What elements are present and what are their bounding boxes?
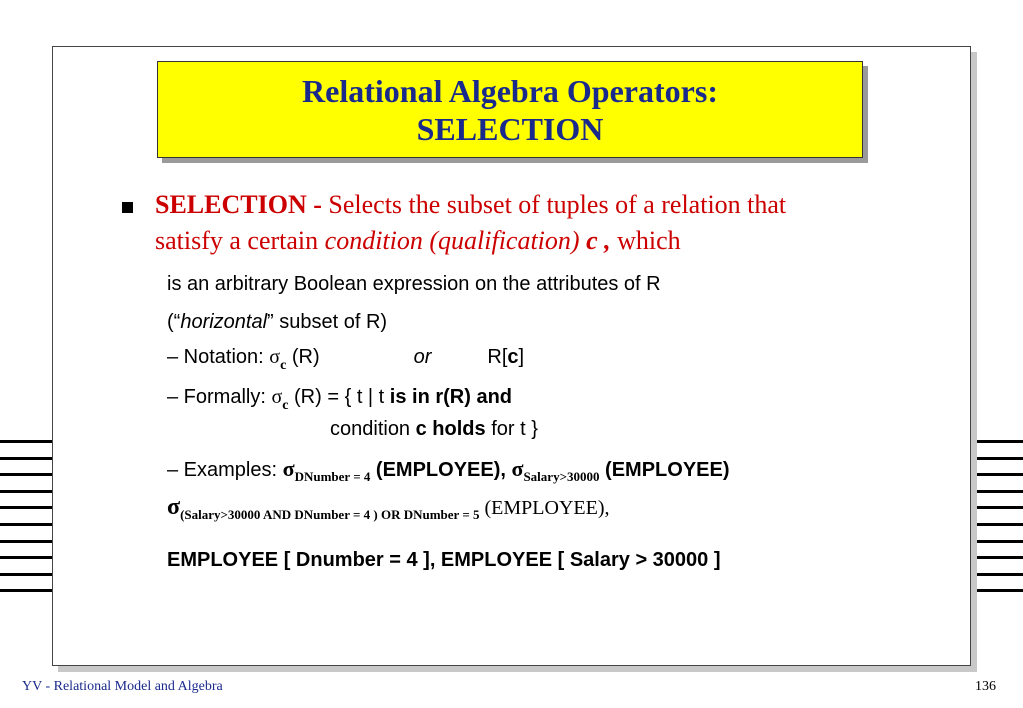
sigma-subscript: Salary>30000 — [523, 469, 600, 484]
examples-line-2: $\sigma_{(Salary>30000 AND DNumber = 4 ) OR DNumber = 5}$ (EMPLOYEE), — [167, 494, 610, 522]
sigma-subscript: DNumber = 4 — [294, 469, 371, 484]
right-stripe-decoration — [972, 440, 1023, 606]
selection-which: which — [610, 226, 681, 255]
selection-definition-line-2 — [155, 226, 681, 256]
sigma-symbol: σ — [282, 456, 295, 481]
sigma-subscript: (Salary>30000 AND DNumber = 4 ) OR DNumber = 5 — [180, 507, 480, 522]
sigma-symbol: σ — [269, 346, 281, 368]
horizontal-word: horizontal — [180, 311, 268, 333]
horizontal-subset-line: (“horizontal” subset of R) — [167, 311, 388, 333]
notation-arg: (R) — [286, 346, 320, 368]
sigma-symbol: σ — [511, 456, 524, 481]
title-line-1: Relational Algebra Operators: — [302, 72, 718, 109]
examples-label: – Examples: — [167, 459, 283, 481]
notation-label: – Notation: — [167, 346, 270, 368]
bracket-notation-examples: EMPLOYEE [ Dnumber = 4 ], EMPLOYEE [ Salary > 30000 ] — [167, 549, 721, 571]
sigma-symbol: σ — [271, 386, 283, 408]
formally-line-1: – Formally: $\sigma_c$ (R) = { t | t is in r(R) and — [167, 386, 513, 413]
selection-term: SELECTION - — [155, 190, 322, 219]
footer-title: YV - Relational Model and Algebra — [22, 679, 223, 694]
notation-r-close: ] — [518, 346, 525, 368]
left-stripe-decoration — [0, 440, 52, 606]
notation-line — [167, 346, 525, 373]
page-number: 136 — [975, 679, 996, 694]
notation-or: or — [413, 346, 432, 368]
slide-title — [157, 61, 863, 158]
arbitrary-expression-line: is an arbitrary Boolean expression on the attributes of R — [167, 273, 661, 295]
formally-bold-1: is in r(R) and — [389, 386, 513, 408]
notation-r-open: R[ — [487, 346, 508, 368]
selection-desc: Selects the subset of tuples of a relation that — [321, 190, 787, 219]
sigma-subscript: c — [280, 358, 287, 373]
examples-line-1: – Examples: $\sigma_{DNumber = 4}$ (EMPLOYEE), $\sigma_{Salary>30000}$ (EMPLOYEE) — [167, 456, 730, 484]
selection-line2-text: satisfy a certain — [155, 226, 325, 255]
selection-condition-italic: condition (qualification) — [324, 226, 580, 255]
sigma-subscript: c — [282, 398, 289, 413]
bullet-square-icon — [122, 202, 133, 213]
formally-line-2: condition c holds for t } — [330, 418, 538, 440]
notation-c: c — [507, 346, 519, 368]
formally-label: – Formally: — [167, 386, 272, 408]
title-line-2: SELECTION — [416, 110, 604, 147]
formally-bold-2: c holds — [415, 418, 486, 440]
selection-definition-line-1 — [155, 190, 786, 220]
selection-c-symbol: c , — [579, 226, 611, 255]
sigma-symbol: σ — [167, 494, 181, 520]
